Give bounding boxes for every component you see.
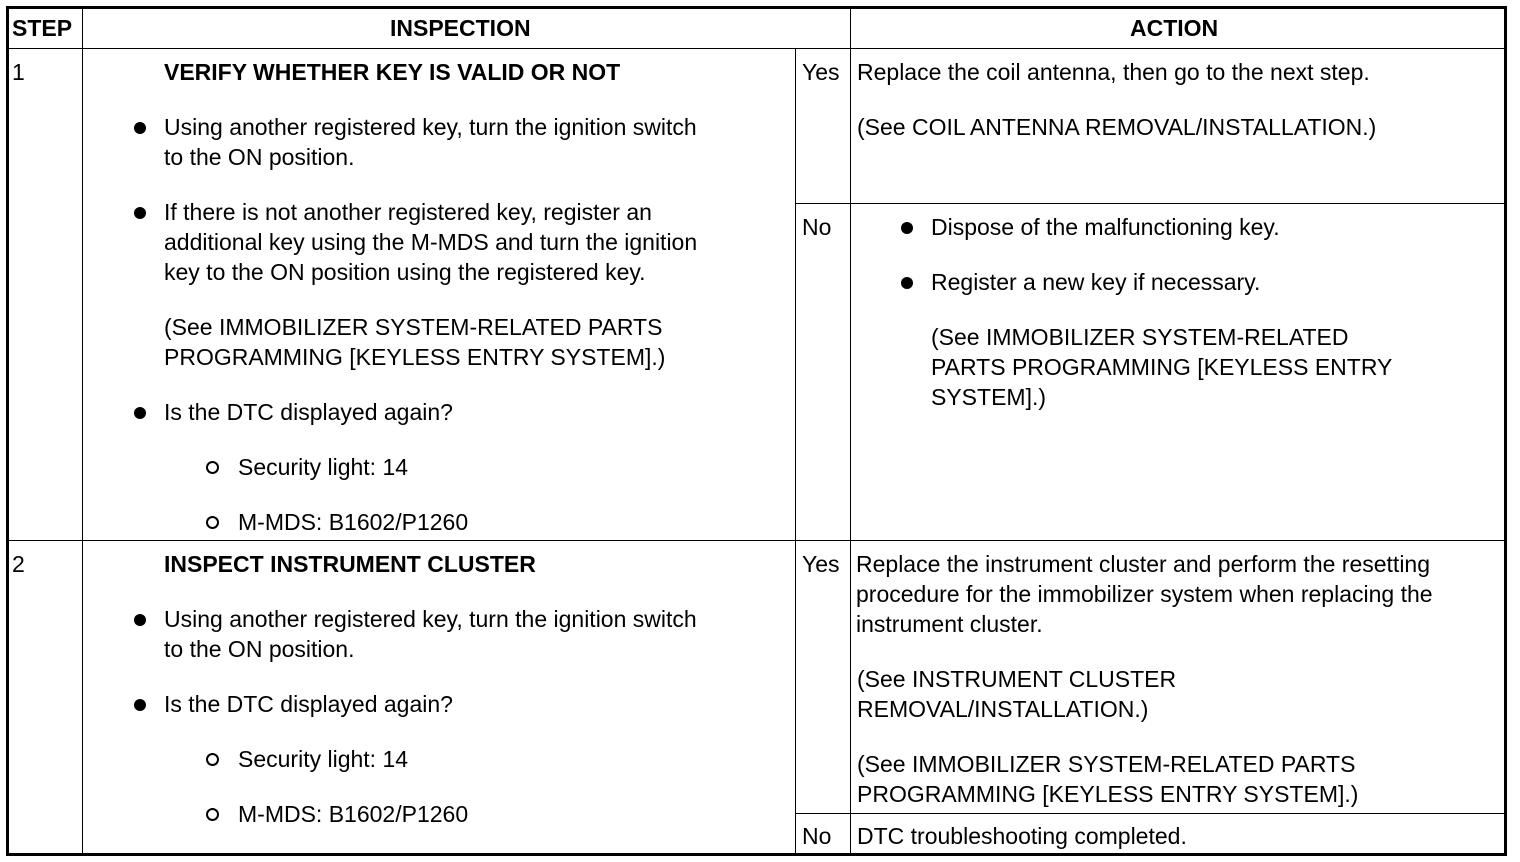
inspection-line: additional key using the M-MDS and turn the ignition [164,229,698,255]
bullet-icon [134,699,146,711]
reference-note: REMOVAL/INSTALLATION.) [857,696,1149,722]
yes-no-column-divider [795,48,796,853]
sub-item: Security light: 14 [238,746,409,772]
sub-item: M-MDS: B1602/P1260 [238,509,469,535]
header-step: STEP [12,15,73,41]
action-line: Replace the instrument cluster and perform the resetting [856,551,1431,577]
step-title: INSPECT INSTRUMENT CLUSTER [164,551,536,577]
inspection-line: Using another registered key, turn the ignition switch [164,606,697,632]
reference-note: SYSTEM].) [931,384,1047,410]
step-column-divider [82,9,83,853]
bullet-icon [134,614,146,626]
inspection-line: to the ON position. [164,636,355,662]
inspection-line: Using another registered key, turn the ignition switch [164,114,697,140]
sub-bullet-icon [206,808,219,821]
sub-item: M-MDS: B1602/P1260 [238,801,469,827]
row-divider [9,540,1504,541]
no-label: No [802,214,832,240]
reference-note: (See IMMOBILIZER SYSTEM-RELATED [931,324,1349,350]
yes-label: Yes [802,551,840,577]
yes-no-divider-row2 [795,813,1504,814]
inspection-question: Is the DTC displayed again? [164,691,453,717]
action-line: Register a new key if necessary. [931,269,1261,295]
yes-no-divider-row1 [795,203,1504,204]
sub-bullet-icon [206,516,219,529]
reference-note: PROGRAMMING [KEYLESS ENTRY SYSTEM].) [164,344,666,370]
action-line: instrument cluster. [856,611,1043,637]
sub-bullet-icon [206,753,219,766]
no-label: No [802,823,832,849]
action-line: (See COIL ANTENNA REMOVAL/INSTALLATION.) [857,114,1377,140]
action-line: Dispose of the malfunctioning key. [931,214,1280,240]
action-line: procedure for the immobilizer system when replacing the [856,581,1433,607]
sub-bullet-icon [206,461,219,474]
inspection-line: If there is not another registered key, register an [164,199,652,225]
inspection-line: key to the ON position using the registered key. [164,259,646,285]
bullet-icon [134,122,146,134]
yes-label: Yes [802,59,840,85]
step-number: 2 [12,551,25,577]
troubleshooting-table [6,6,1507,856]
header-inspection: INSPECTION [390,15,531,41]
action-line: Replace the coil antenna, then go to the next step. [857,59,1370,85]
reference-note: PARTS PROGRAMMING [KEYLESS ENTRY [931,354,1393,380]
header-divider [9,48,1504,49]
inspection-question: Is the DTC displayed again? [164,399,453,425]
inspection-line: to the ON position. [164,144,355,170]
action-column-divider [850,9,851,853]
bullet-icon [901,277,913,289]
bullet-icon [134,207,146,219]
reference-note: PROGRAMMING [KEYLESS ENTRY SYSTEM].) [857,781,1359,807]
header-action: ACTION [1130,15,1219,41]
reference-note: (See IMMOBILIZER SYSTEM-RELATED PARTS [857,751,1356,777]
sub-item: Security light: 14 [238,454,409,480]
action-line: DTC troubleshooting completed. [857,823,1187,849]
bullet-icon [901,222,913,234]
bullet-icon [134,407,146,419]
reference-note: (See IMMOBILIZER SYSTEM-RELATED PARTS [164,314,663,340]
step-title: VERIFY WHETHER KEY IS VALID OR NOT [164,59,621,85]
reference-note: (See INSTRUMENT CLUSTER [857,666,1177,692]
step-number: 1 [12,59,25,85]
